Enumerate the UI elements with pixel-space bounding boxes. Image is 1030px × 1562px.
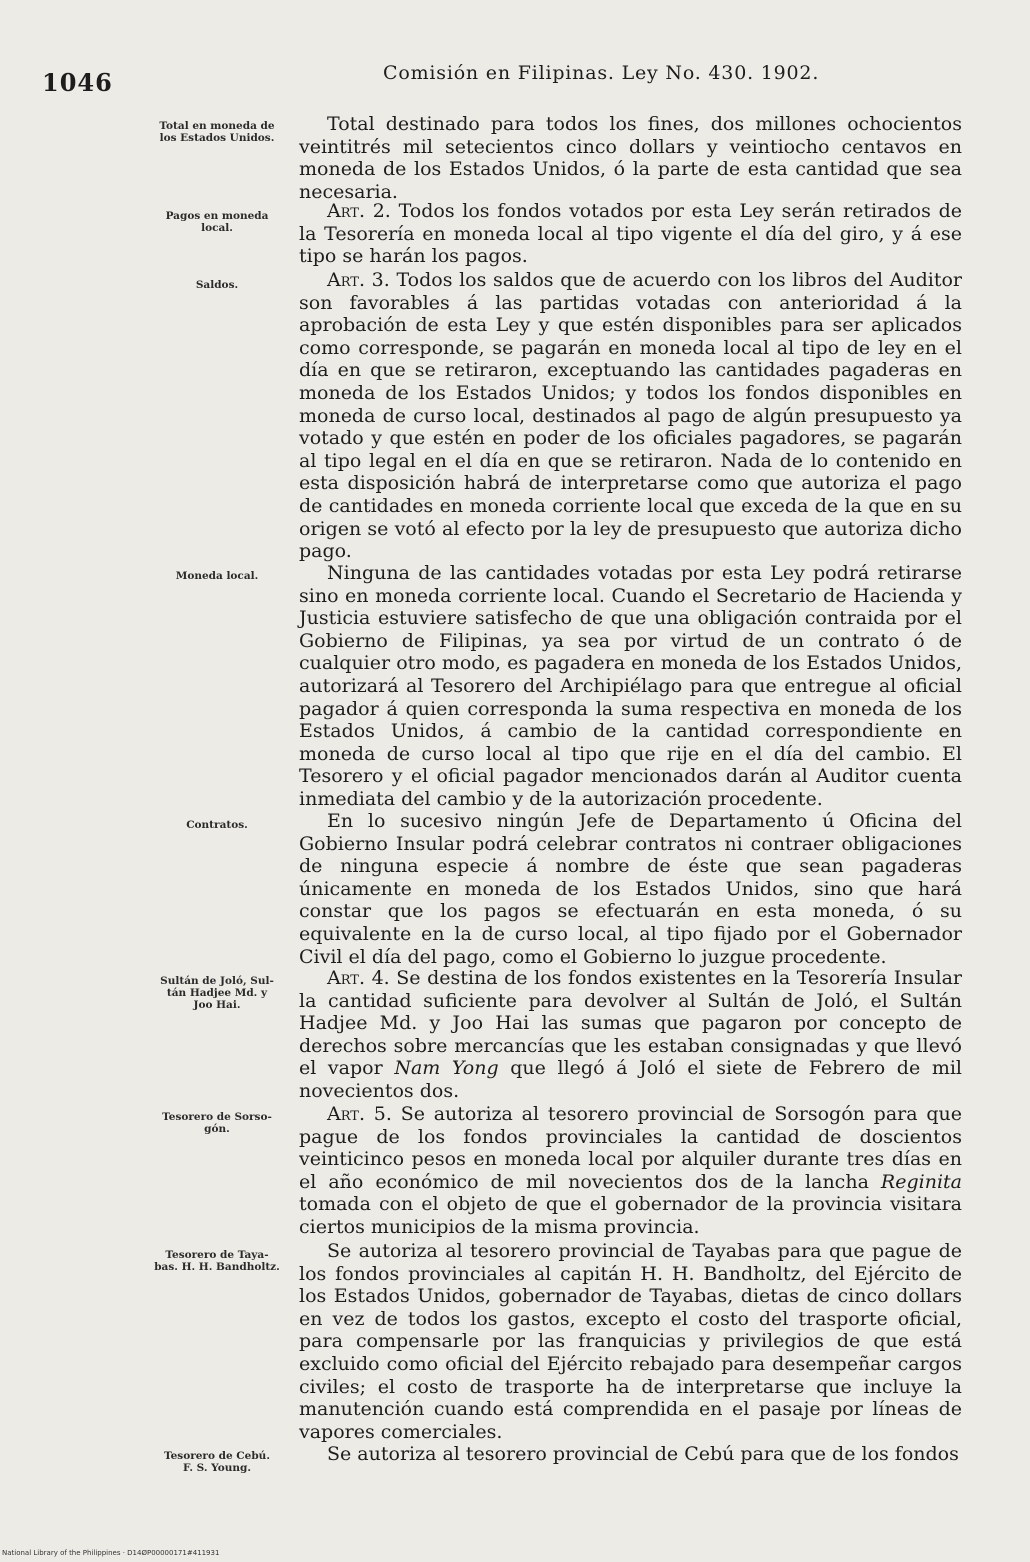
paragraph-tayabas: Se autoriza al tesorero provincial de Tayabas para que pague de los fondos provinciales al capitán H. H. Bandholtz, del Ejército de los Estados Unidos, gobernador de Tayabas, dietas de cinco dollars en vez de todos los gastos, excepto el costo del trasporte oficial, para compensarle por las franquicias y privilegios de que está excluido como oficial del Ejército rebajado para desempeñar cargos civiles; el costo de trasporte ha de interpretarse que incluye la manutención cuando está comprendida en el pasaje por líneas de vapores comerciales. xyxy=(299,1240,962,1443)
margin-note-pagos: Pagos en moneda local. xyxy=(165,210,269,234)
margin-note-sorsogon: Tesorero de Sorso- gón. xyxy=(162,1111,272,1135)
article-label: Art. 4. xyxy=(327,967,390,989)
margin-note-contratos: Contratos. xyxy=(186,819,248,831)
paragraph-art-5: Art. 5. Se autoriza al tesorero provincial de Sorsogón para que pague de los fondos provinciales la cantidad de doscientos veinticinco pesos en moneda local por alquiler durante tres días en el año económico de mil novecientos dos de la lancha Reginita tomada con el objeto de que el gobernador de la provincia visitara ciertos municipios de la misma provincia. xyxy=(299,1103,962,1238)
page-number: 1046 xyxy=(42,68,113,97)
launch-name: Reginita xyxy=(880,1170,962,1193)
footer-credit: National Library of the Philippines · D14ØP00000171#411931 xyxy=(2,1549,220,1557)
margin-note-sultan: Sultán de Joló, Sul- tán Hadjee Md. y Joo Hai. xyxy=(160,975,274,1011)
paragraph-art-3: Art. 3. Todos los saldos que de acuerdo con los libros del Auditor son favorables á las partidas votadas con anterioridad á la aprobación de esta Ley y que estén disponibles para ser aplicados como corresponde, se pagarán en moneda local al tipo de ley en el día en que se retiraron, exceptuando las cantidades pagaderas en moneda de los Estados Unidos; y todos los fondos disponibles en moneda de curso local, destinados al pago de algún presupuesto ya votado y que estén en poder de los oficiales pagadores, se pagarán al tipo legal en el día en que se retiraron. Nada de lo contenido en esta disposición habrá de interpretarse como que autoriza el pago de cantidades en moneda corriente local que exceda de la que en su origen se votó al efecto por la ley de presupuesto que autoriza dicho pago. xyxy=(299,269,962,563)
running-header: Comisión en Filipinas. Ley No. 430. 1902. xyxy=(383,62,820,84)
paragraph-art-4: Art. 4. Se destina de los fondos existentes en la Tesorería Insular la cantidad suficiente para devolver al Sultán de Joló, el Sultán Hadjee Md. y Joo Hai las sumas que pagaron por concepto de derechos sobre mercancías que les estaban consignadas y que llevó el vapor Nam Yong que llegó á Joló el siete de Febrero de mil novecientos dos. xyxy=(299,967,962,1102)
margin-note-saldos: Saldos. xyxy=(195,279,239,291)
margin-note-total: Total en moneda de los Estados Unidos. xyxy=(159,120,275,144)
ship-name: Nam Yong xyxy=(394,1057,499,1080)
paragraph-art-2: Art. 2. Todos los fondos votados por esta Ley serán retirados de la Tesorería en moneda local al tipo vigente el día del giro, y á ese tipo se harán los pagos. xyxy=(299,200,962,268)
paragraph-moneda-local: Ninguna de las cantidades votadas por esta Ley podrá retirarse sino en moneda corriente local. Cuando el Secretario de Hacienda y Justicia estuviere satisfecho de que una obligación contraida por el Gobierno de Filipinas, ya sea por virtud de un contrato ó de cualquier otro modo, es pagadera en moneda de los Estados Unidos, autorizará al Tesorero del Archipiélago para que entregue al oficial pagador á quien corresponda la suma respectiva en moneda de los Estados Unidos, á cambio de la cantidad correspondiente en moneda de curso local al tipo que rije en el día del cambio. El Tesorero y el oficial pagador mencionados darán al Auditor cuenta inmediata del cambio y de la autorización procedente. xyxy=(299,562,962,810)
margin-note-moneda-local: Moneda local. xyxy=(175,570,259,582)
article-label: Art. 5. xyxy=(327,1103,392,1125)
article-label: Art. 3. xyxy=(327,269,390,291)
margin-note-cebu: Tesorero de Cebú. F. S. Young. xyxy=(164,1450,270,1474)
paragraph-total: Total destinado para todos los fines, dos millones ochocientos veintitrés mil setecientos cinco dollars y veintiocho centavos en moneda de los Estados Unidos, ó la parte de esta cantidad que sea necesaria. xyxy=(299,113,962,203)
paragraph-cebu: Se autoriza al tesorero provincial de Cebú para que de los fondos xyxy=(327,1443,959,1465)
article-label: Art. 2. xyxy=(327,200,391,222)
margin-note-tayabas: Tesorero de Taya- bas. H. H. Bandholtz. xyxy=(154,1249,280,1273)
paragraph-contratos: En lo sucesivo ningún Jefe de Departamento ú Oficina del Gobierno Insular podrá celebrar contratos ni contraer obligaciones de ninguna especie á nombre de éste que sean pagaderas únicamente en moneda de los Estados Unidos, sino que hará constar que los pagos se efectuarán en esta moneda, ó su equivalente en la de curso local, al tipo fijado por el Gobernador Civil el día del pago, como el Gobierno lo juzgue procedente. xyxy=(299,810,962,968)
